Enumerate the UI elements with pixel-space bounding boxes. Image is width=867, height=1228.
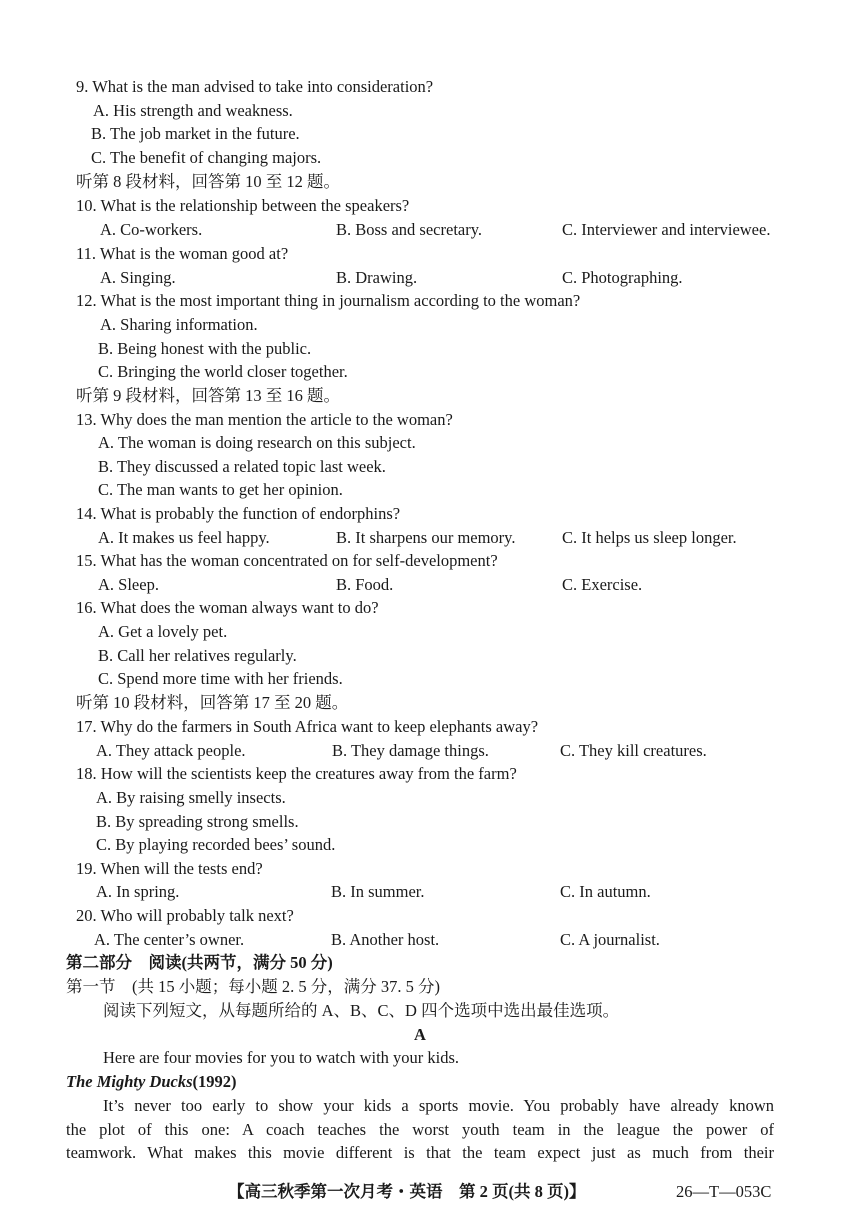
page-footer: 【高三秋季第一次月考・英语 第 2 页(共 8 页)】	[228, 1182, 586, 1201]
q18-option-a: A. By raising smelly insects.	[96, 788, 286, 807]
q13-option-c: C. The man wants to get her opinion.	[98, 480, 343, 499]
question-10: 10. What is the relationship between the speakers?	[76, 196, 410, 215]
q14-option-b: B. It sharpens our memory.	[336, 528, 516, 547]
q17-option-b: B. They damage things.	[332, 741, 489, 760]
q13-option-b: B. They discussed a related topic last week.	[98, 457, 386, 476]
section-8-instruction: 听第 8 段材料，回答第 10 至 12 题。	[76, 172, 340, 191]
q9-option-a: A. His strength and weakness.	[93, 101, 293, 120]
q12-option-c: C. Bringing the world closer together.	[98, 362, 348, 381]
q9-option-c: C. The benefit of changing majors.	[91, 148, 322, 167]
q15-option-a: A. Sleep.	[98, 575, 159, 594]
q15-option-b: B. Food.	[336, 575, 394, 594]
movie-1-title: The Mighty Ducks	[66, 1072, 193, 1091]
movie-1-heading	[66, 1072, 237, 1092]
q15-option-c: C. Exercise.	[562, 575, 643, 594]
q14-option-a: A. It makes us feel happy.	[98, 528, 270, 547]
q11-option-b: B. Drawing.	[336, 268, 418, 287]
q16-option-a: A. Get a lovely pet.	[98, 622, 228, 641]
q19-option-b: B. In summer.	[331, 882, 425, 901]
q19-option-c: C. In autumn.	[560, 882, 651, 901]
question-13: 13. Why does the man mention the article to the woman?	[76, 410, 453, 429]
q20-option-c: C. A journalist.	[560, 930, 660, 949]
section-1-heading: 第一节 (共 15 小题；每小题 2. 5 分，满分 37. 5 分)	[66, 977, 440, 996]
q11-option-c: C. Photographing.	[562, 268, 683, 287]
passage-intro: Here are four movies for you to watch with your kids.	[103, 1048, 460, 1067]
q17-option-a: A. They attack people.	[96, 741, 246, 760]
section-9-instruction: 听第 9 段材料，回答第 13 至 16 题。	[76, 386, 340, 405]
reading-instruction: 阅读下列短文，从每题所给的 A、B、C、D 四个选项中选出最佳选项。	[103, 1001, 620, 1020]
question-18: 18. How will the scientists keep the creatures away from the farm?	[76, 764, 517, 783]
question-14: 14. What is probably the function of endorphins?	[76, 504, 401, 523]
q12-option-b: B. Being honest with the public.	[98, 339, 312, 358]
passage-letter: A	[414, 1025, 426, 1044]
q14-option-c: C. It helps us sleep longer.	[562, 528, 737, 547]
q16-option-c: C. Spend more time with her friends.	[98, 669, 343, 688]
question-12: 12. What is the most important thing in journalism according to the woman?	[76, 291, 581, 310]
section-10-instruction: 听第 10 段材料，回答第 17 至 20 题。	[76, 693, 349, 712]
q10-option-a: A. Co-workers.	[100, 220, 203, 239]
q9-option-b: B. The job market in the future.	[91, 124, 300, 143]
q18-option-c: C. By playing recorded bees’ sound.	[96, 835, 336, 854]
question-15: 15. What has the woman concentrated on for self-development?	[76, 551, 498, 570]
q20-option-a: A. The center’s owner.	[94, 930, 245, 949]
question-9: 9. What is the man advised to take into consideration?	[76, 77, 434, 96]
question-11: 11. What is the woman good at?	[76, 244, 289, 263]
question-16: 16. What does the woman always want to do?	[76, 598, 379, 617]
question-19: 19. When will the tests end?	[76, 859, 263, 878]
q12-option-a: A. Sharing information.	[100, 315, 258, 334]
movie-1-paragraph-line: teamwork. What makes this movie different is that the team expect just as much from their	[66, 1143, 774, 1162]
movie-1-paragraph-line: the plot of this one: A coach teaches the worst youth team in the league the power of	[66, 1120, 774, 1139]
question-17: 17. Why do the farmers in South Africa want to keep elephants away?	[76, 717, 539, 736]
q16-option-b: B. Call her relatives regularly.	[98, 646, 297, 665]
movie-1-paragraph-line: It’s never too early to show your kids a sports movie. You probably have already known	[103, 1096, 774, 1115]
q20-option-b: B. Another host.	[331, 930, 440, 949]
exam-code: 26—T—053C	[676, 1182, 772, 1201]
q10-option-c: C. Interviewer and interviewee.	[562, 220, 771, 239]
q17-option-c: C. They kill creatures.	[560, 741, 707, 760]
movie-1-year: (1992)	[192, 1072, 237, 1091]
q13-option-a: A. The woman is doing research on this subject.	[98, 433, 416, 452]
q19-option-a: A. In spring.	[96, 882, 180, 901]
part-2-heading: 第二部分 阅读(共两节，满分 50 分)	[66, 953, 333, 972]
q18-option-b: B. By spreading strong smells.	[96, 812, 299, 831]
q11-option-a: A. Singing.	[100, 268, 176, 287]
question-20: 20. Who will probably talk next?	[76, 906, 294, 925]
q10-option-b: B. Boss and secretary.	[336, 220, 483, 239]
